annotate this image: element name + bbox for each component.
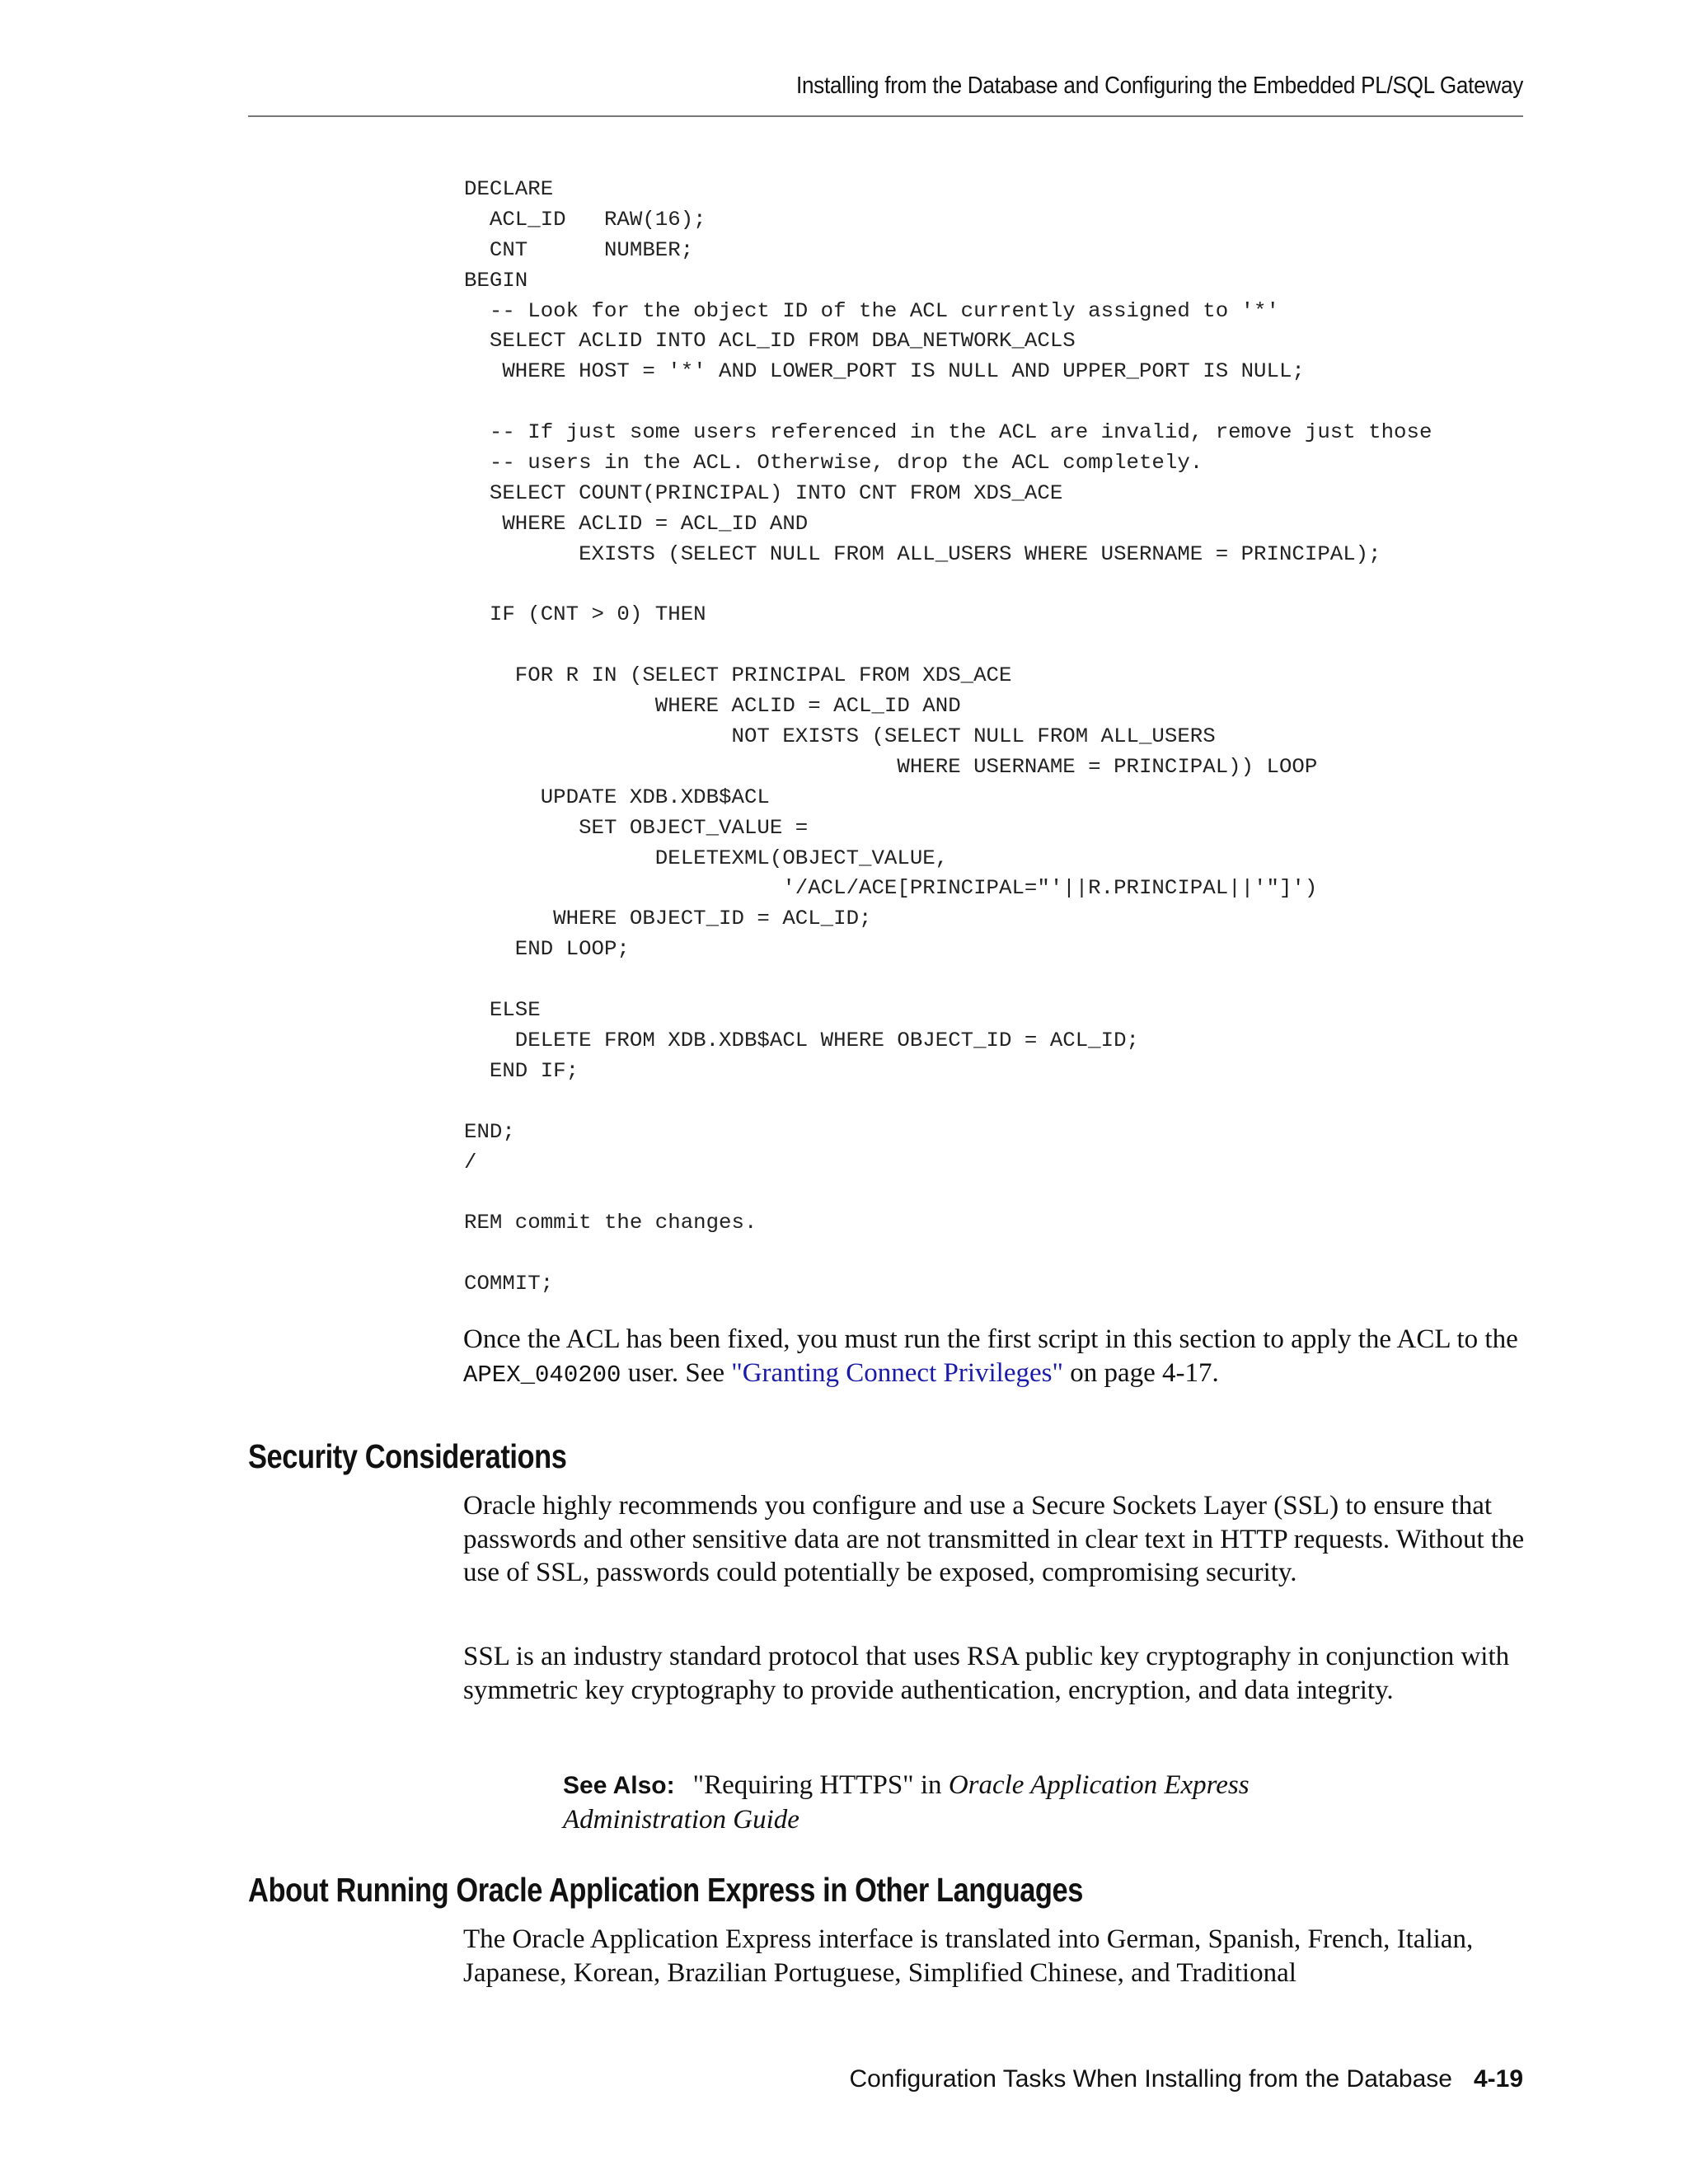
- code-line: ELSE: [464, 998, 541, 1023]
- page-footer: [849, 2065, 1523, 2093]
- security-paragraph-1: Oracle highly recommends you configure and use a Secure Sockets Layer (SSL) to ensure that passwords and other sensitive data are not transmitted in clear text in HTTP requests. Without the use of SSL, passwords could potentially be exposed, compromising security.: [463, 1491, 1525, 1587]
- code-line: SET OBJECT_VALUE =: [464, 815, 809, 840]
- code-line: BEGIN: [464, 268, 528, 293]
- code-line: [464, 630, 1432, 661]
- code-line: DELETEXML(OBJECT_VALUE,: [464, 846, 949, 870]
- code-line: -- If just some users referenced in the ACL are invalid, remove just those: [464, 420, 1432, 445]
- code-line: [464, 1239, 1432, 1269]
- code-line: SELECT COUNT(PRINCIPAL) INTO CNT FROM XDS_ACE: [464, 480, 1063, 505]
- code-line: END;: [464, 1119, 515, 1144]
- header-rule: [248, 115, 1523, 117]
- acl-fixed-paragraph: [463, 1323, 1535, 1392]
- running-header: Installing from the Database and Configuring the Embedded PL/SQL Gateway: [795, 73, 1523, 99]
- see-also-book-title: Oracle Application Express Administration Guide: [563, 1770, 1250, 1835]
- code-line: WHERE ACLID = ACL_ID AND: [464, 694, 961, 719]
- code-line: '/ACL/ACE[PRINCIPAL="'||R.PRINCIPAL||'"]'): [464, 876, 1318, 901]
- languages-paragraph: The Oracle Application Express interface is translated into German, Spanish, French, Italian, Japanese, Korean, Brazilian Portuguese, Simplified Chinese, and Traditional: [463, 1924, 1474, 1988]
- code-line: IF (CNT > 0) THEN: [464, 602, 706, 627]
- code-line: WHERE ACLID = ACL_ID AND: [464, 511, 809, 536]
- code-line: WHERE OBJECT_ID = ACL_ID;: [464, 907, 872, 931]
- code-line: DECLARE: [464, 177, 554, 201]
- code-line: END IF;: [464, 1058, 579, 1083]
- code-line: REM commit the changes.: [464, 1211, 757, 1235]
- code-line: -- users in the ACL. Otherwise, drop the ACL completely.: [464, 451, 1203, 476]
- code-line: [464, 387, 1432, 418]
- security-paragraph-2: SSL is an industry standard protocol that uses RSA public key cryptography in conjunction with symmetric key cryptography to provide authentication, encryption, and data integrity.: [463, 1642, 1510, 1705]
- granting-connect-privileges-link[interactable]: "Granting Connect Privileges": [731, 1357, 1063, 1388]
- code-line: ACL_ID RAW(16);: [464, 207, 706, 232]
- see-also-note: [563, 1769, 1387, 1836]
- code-block: [464, 175, 1432, 1300]
- apex-username: APEX_040200: [463, 1361, 621, 1389]
- code-line: END LOOP;: [464, 937, 630, 962]
- code-line: [464, 965, 1432, 996]
- security-considerations-heading: Security Considerations: [248, 1437, 567, 1475]
- code-line: WHERE USERNAME = PRINCIPAL)) LOOP: [464, 754, 1318, 779]
- code-line: WHERE HOST = '*' AND LOWER_PORT IS NULL AND UPPER_PORT IS NULL;: [464, 359, 1305, 384]
- code-line: EXISTS (SELECT NULL FROM ALL_USERS WHERE USERNAME = PRINCIPAL);: [464, 541, 1381, 566]
- acl-fixed-text-2: user. See: [621, 1357, 732, 1388]
- code-line: UPDATE XDB.XDB$ACL: [464, 785, 770, 809]
- code-line: CNT NUMBER;: [464, 237, 694, 262]
- see-also-reference: "Requiring HTTPS" in: [692, 1770, 949, 1800]
- code-line: [464, 570, 1432, 601]
- code-line: -- Look for the object ID of the ACL currently assigned to '*': [464, 298, 1279, 323]
- acl-fixed-text-3: on page 4-17.: [1062, 1357, 1219, 1388]
- code-line: SELECT ACLID INTO ACL_ID FROM DBA_NETWORK_ACLS: [464, 329, 1076, 354]
- acl-fixed-text-1: Once the ACL has been fixed, you must run the first script in this section to apply the ACL to the: [463, 1324, 1518, 1354]
- code-line: /: [464, 1150, 477, 1174]
- other-languages-heading: About Running Oracle Application Express in Other Languages: [248, 1871, 1084, 1909]
- code-line: [464, 1087, 1432, 1118]
- code-line: NOT EXISTS (SELECT NULL FROM ALL_USERS: [464, 724, 1216, 749]
- see-also-label: See Also:: [563, 1772, 675, 1799]
- footer-chapter-title: Configuration Tasks When Installing from the Database: [849, 2065, 1452, 2093]
- code-line: COMMIT;: [464, 1272, 554, 1296]
- code-line: FOR R IN (SELECT PRINCIPAL FROM XDS_ACE: [464, 663, 1012, 688]
- code-line: DELETE FROM XDB.XDB$ACL WHERE OBJECT_ID = ACL_ID;: [464, 1028, 1139, 1052]
- footer-page-number: 4-19: [1473, 2065, 1523, 2093]
- code-line: [464, 1178, 1432, 1208]
